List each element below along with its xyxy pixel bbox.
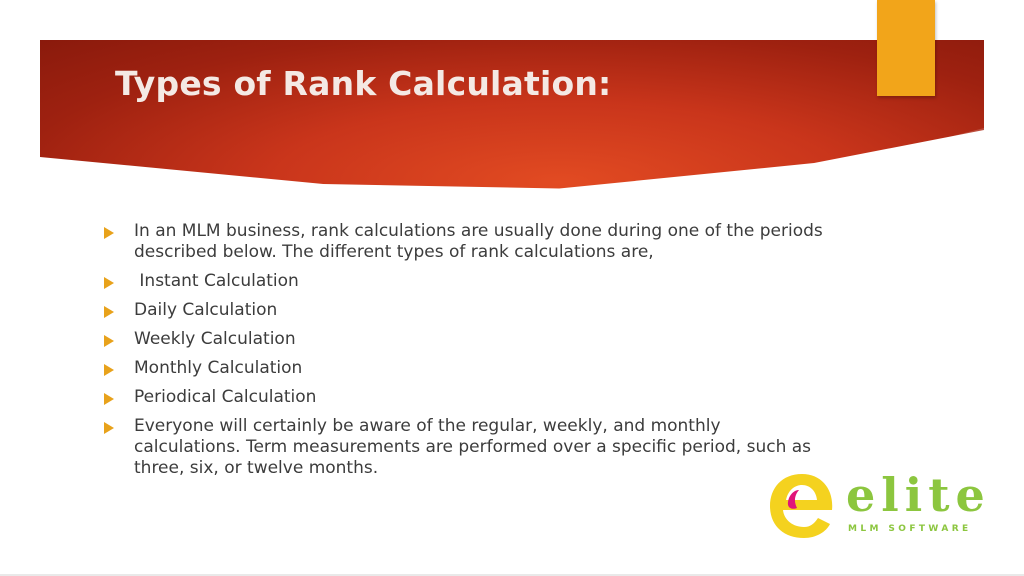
slide-title: Types of Rank Calculation: [115,64,612,103]
triangle-right-icon [104,422,114,434]
bullet-item [104,221,824,263]
accent-tab [877,0,935,96]
bullet-text: In an MLM business, rank calculations are usually done during one of the periods described below. The different types of rank calculations are, [134,221,823,262]
bullet-text: Instant Calculation [134,271,299,291]
bullet-item [104,358,824,379]
bullet-text: Everyone will certainly be aware of the regular, weekly, and monthly calculations. Term measurements are performed over a specific period, such as three, six, or twelve months. [134,416,812,478]
triangle-right-icon [104,364,114,376]
elite-e-logo-icon [766,470,838,542]
logo-wordmark: elite [846,468,991,522]
bullet-item [104,329,824,350]
bullet-text: Daily Calculation [134,300,278,320]
elite-logo [766,470,1002,544]
bullet-item [104,387,824,408]
bullet-text: Weekly Calculation [134,329,296,349]
bullet-text: Periodical Calculation [134,387,317,407]
bullet-item [104,300,824,321]
bullet-list [104,221,824,487]
triangle-right-icon [104,335,114,347]
triangle-right-icon [104,306,114,318]
bullet-text: Monthly Calculation [134,358,303,378]
bullet-item [104,271,824,292]
triangle-right-icon [104,227,114,239]
bullet-item [104,416,824,479]
triangle-right-icon [104,393,114,405]
logo-tagline: MLM SOFTWARE [848,524,972,534]
triangle-right-icon [104,277,114,289]
